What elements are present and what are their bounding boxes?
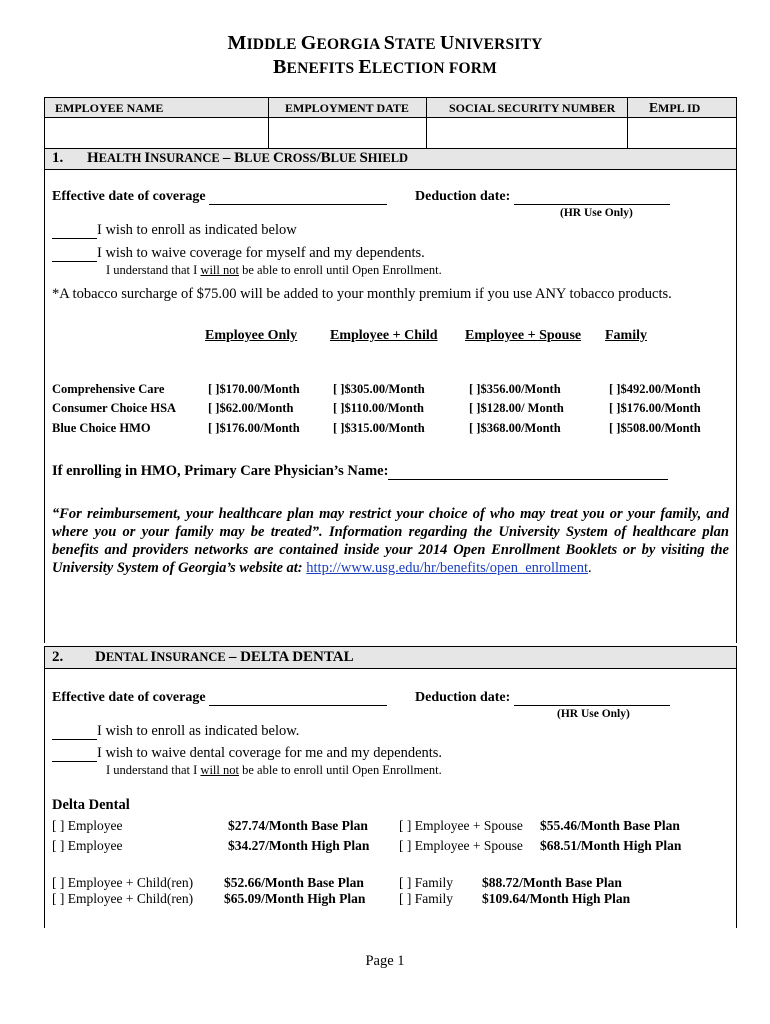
dental-price: $65.09/Month High Plan [224, 891, 366, 906]
employment-date-field[interactable] [271, 119, 424, 147]
dental-option[interactable]: [ ] Employee + Spouse [399, 838, 523, 853]
form-title-line1: MIDDLE GEORGIA STATE UNIVERSITY [227, 32, 543, 54]
col-employee-only: Employee Only [205, 328, 298, 343]
s2-waive-blank[interactable] [52, 748, 97, 762]
s2-hr-use: (HR Use Only) [557, 708, 630, 720]
plan-option[interactable]: [ ]$176.00/Month [208, 421, 300, 435]
s1-waive-option: I wish to waive coverage for myself and my dependents. [52, 245, 425, 262]
dental-option[interactable]: [ ] Employee + Child(ren) [52, 875, 194, 890]
section1-title: HEALTH INSURANCE – BLUE CROSS/BLUE SHIELD [87, 150, 409, 166]
col-family: Family [605, 328, 647, 343]
tobacco-surcharge-note: *A tobacco surcharge of $75.00 will be added to your monthly premium if you use ANY tobacco products. [52, 286, 672, 302]
s1-hr-use: (HR Use Only) [560, 207, 633, 219]
dental-price: $34.27/Month High Plan [228, 838, 370, 853]
plan-option[interactable]: [ ]$128.00/ Month [469, 401, 564, 415]
section2-number: 2. [52, 649, 64, 665]
section1-right-border [736, 148, 737, 643]
s1-waive-blank[interactable] [52, 248, 97, 262]
employee-name-field[interactable] [47, 119, 265, 147]
s2-deduction-date-input[interactable] [514, 691, 670, 706]
employee-info-table [44, 97, 737, 149]
s2-understand-note: I understand that I will not be able to enroll until Open Enrollment. [106, 763, 442, 777]
ssn-field[interactable] [429, 119, 625, 147]
dental-option[interactable]: [ ] Family [399, 875, 453, 890]
plan-row-label: Blue Choice HMO [52, 421, 151, 435]
dental-price: $27.74/Month Base Plan [228, 818, 368, 833]
reimbursement-paragraph: “For reimbursement, your healthcare plan may restrict your choice of who may treat you or your family, and where you or your family may be treated”. Information regarding the University System of healthcare plan benefits and providers networks are contained inside your 2014 Open Enrollment Booklets or by visiting the University System of Georgia’s website at: http://www.usg.edu/hr/benefits/open_enrollment. [52, 506, 729, 576]
section2-title: DENTAL INSURANCE – DELTA DENTAL [95, 649, 354, 665]
plan-option[interactable]: [ ]$170.00/Month [208, 382, 300, 396]
s2-enroll-option: I wish to enroll as indicated below. [52, 723, 299, 740]
s1-understand-note: I understand that I will not be able to enroll until Open Enrollment. [106, 263, 442, 277]
s1-deduction-date-input[interactable] [514, 190, 670, 205]
dental-option[interactable]: [ ] Employee [52, 818, 123, 833]
section1-number: 1. [52, 150, 64, 166]
page-number: Page 1 [365, 953, 405, 969]
dental-option[interactable]: [ ] Family [399, 891, 453, 906]
s2-enroll-blank[interactable] [52, 726, 97, 740]
delta-dental-heading: Delta Dental [52, 797, 130, 813]
plan-option[interactable]: [ ]$315.00/Month [333, 421, 425, 435]
section1-left-border [44, 148, 45, 643]
dental-option[interactable]: [ ] Employee + Child(ren) [52, 891, 194, 906]
dental-option[interactable]: [ ] Employee + Spouse [399, 818, 523, 833]
usg-benefits-link[interactable]: http://www.usg.edu/hr/benefits/open_enrollment [306, 560, 589, 576]
section2-right-border [736, 668, 737, 928]
section2-left-border [44, 668, 45, 928]
s1-deduction-date: Deduction date: [415, 189, 670, 205]
plan-option[interactable]: [ ]$508.00/Month [609, 421, 701, 435]
plan-row-label: Comprehensive Care [52, 382, 165, 396]
header-employment-date: EMPLOYMENT DATE [285, 101, 409, 115]
pcp-name-input[interactable] [388, 465, 668, 480]
plan-option[interactable]: [ ]$356.00/Month [469, 382, 561, 396]
s2-waive-option: I wish to waive dental coverage for me and my dependents. [52, 745, 442, 762]
s1-effective-date-input[interactable] [209, 190, 387, 205]
header-empl-id: EMPL ID [649, 100, 701, 115]
col-employee-spouse: Employee + Spouse [465, 328, 582, 343]
s2-deduction-date: Deduction date: [415, 690, 670, 706]
plan-option[interactable]: [ ]$368.00/Month [469, 421, 561, 435]
dental-price: $88.72/Month Base Plan [482, 875, 622, 890]
s1-enroll-option: I wish to enroll as indicated below [52, 222, 297, 239]
dental-price: $109.64/Month High Plan [482, 891, 631, 906]
section2-header [44, 646, 737, 669]
dental-price: $52.66/Month Base Plan [224, 875, 364, 890]
s2-effective-date: Effective date of coverage [52, 690, 387, 706]
s1-enroll-blank[interactable] [52, 225, 97, 239]
s2-effective-date-input[interactable] [209, 691, 387, 706]
plan-option[interactable]: [ ]$305.00/Month [333, 382, 425, 396]
s1-effective-date: Effective date of coverage [52, 189, 387, 205]
dental-price: $68.51/Month High Plan [540, 838, 682, 853]
section1-header [44, 148, 737, 170]
form-title-line2: BENEFITS ELECTION FORM [272, 56, 498, 78]
header-ssn: SOCIAL SECURITY NUMBER [449, 101, 616, 115]
plan-option[interactable]: [ ]$62.00/Month [208, 401, 294, 415]
plan-option[interactable]: [ ]$110.00/Month [333, 401, 424, 415]
dental-option[interactable]: [ ] Employee [52, 838, 123, 853]
plan-row-label: Consumer Choice HSA [52, 401, 177, 415]
dental-price: $55.46/Month Base Plan [540, 818, 680, 833]
pcp-name: If enrolling in HMO, Primary Care Physician’s Name: [52, 463, 668, 480]
col-employee-child: Employee + Child [330, 328, 438, 343]
plan-option[interactable]: [ ]$176.00/Month [609, 401, 701, 415]
header-employee-name: EMPLOYEE NAME [55, 101, 164, 115]
empl-id-field[interactable] [630, 119, 734, 147]
plan-option[interactable]: [ ]$492.00/Month [609, 382, 701, 396]
